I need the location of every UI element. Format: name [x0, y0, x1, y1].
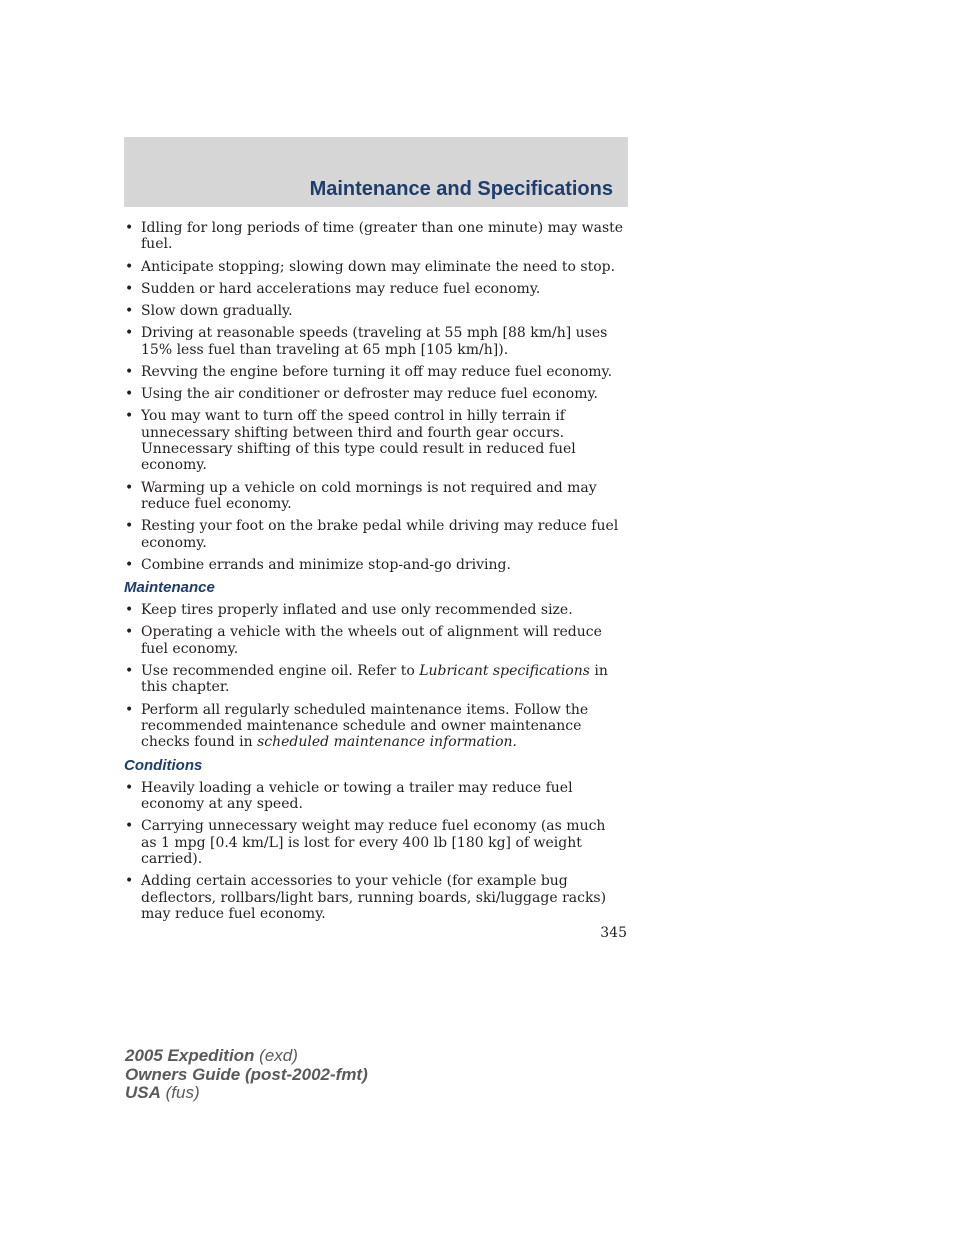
bullet-icon: •: [125, 386, 134, 403]
bullet-icon: •: [125, 662, 134, 679]
list-item: • Perform all regularly scheduled maintenance items. Follow the recommended maintenance schedule and owner maintenance checks found in scheduled maintenance information.: [125, 701, 589, 751]
bullet-icon: •: [125, 624, 134, 641]
document-footer: [125, 1047, 368, 1103]
list-item: • Driving at reasonable speeds (traveling at 55 mph [88 km/h] uses 15% less fuel than traveling at 65 mph [105 km/h]).: [125, 325, 608, 358]
list-item: • Operating a vehicle with the wheels out of alignment will reduce fuel economy.: [125, 624, 602, 657]
list-item: • Using the air conditioner or defroster may reduce fuel economy.: [125, 386, 598, 403]
scheduled-maintenance-reference: scheduled maintenance information.: [257, 734, 517, 751]
list-item: • Revving the engine before turning it off may reduce fuel economy.: [125, 363, 613, 380]
section-title: Maintenance and Specifications: [309, 178, 613, 200]
list-item: • Sudden or hard accelerations may reduce fuel economy.: [125, 280, 541, 297]
page-content: [124, 220, 624, 928]
footer-line-guide: Owners Guide (post-2002-fmt): [125, 1064, 368, 1084]
fuel-tips-list: [124, 220, 624, 573]
list-item: • Heavily loading a vehicle or towing a trailer may reduce fuel economy at any speed.: [125, 779, 573, 812]
list-item: • Idling for long periods of time (greater than one minute) may waste fuel.: [125, 220, 624, 253]
bullet-icon: •: [125, 873, 134, 890]
bullet-icon: •: [125, 479, 134, 496]
list-item: • Anticipate stopping; slowing down may eliminate the need to stop.: [125, 258, 616, 275]
footer-line-model: 2005 Expedition (exd): [125, 1046, 298, 1065]
list-item: • You may want to turn off the speed control in hilly terrain if unnecessary shifting between third and fourth gear occurs. Unnecessary shifting of this type could result in reduced fuel economy.: [125, 408, 576, 474]
page-number: 345: [600, 925, 627, 941]
list-item: • Use recommended engine oil. Refer to Lubricant specifications in this chapter.: [125, 662, 608, 696]
bullet-icon: •: [125, 518, 134, 535]
list-item: • Slow down gradually.: [125, 303, 293, 320]
bullet-icon: •: [125, 363, 134, 380]
maintenance-list: [124, 602, 624, 751]
bullet-icon: •: [125, 280, 134, 297]
bullet-icon: •: [125, 701, 134, 718]
list-item: • Warming up a vehicle on cold mornings is not required and may reduce fuel economy.: [125, 479, 597, 513]
list-item: • Resting your foot on the brake pedal while driving may reduce fuel economy.: [125, 518, 619, 551]
section-header-band: [124, 137, 628, 207]
bullet-icon: •: [125, 303, 134, 320]
bullet-icon: •: [125, 408, 134, 425]
bullet-icon: •: [125, 818, 134, 835]
conditions-heading: Conditions: [124, 756, 203, 774]
bullet-icon: •: [125, 220, 134, 236]
maintenance-heading: Maintenance: [124, 579, 215, 597]
list-item: • Adding certain accessories to your vehicle (for example bug deflectors, rollbars/light bars, running boards, ski/luggage racks) may reduce fuel economy.: [125, 873, 607, 922]
list-item: • Carrying unnecessary weight may reduce fuel economy (as much as 1 mpg [0.4 km/L] is lost for every 400 lb [180 kg] of weight carried).: [125, 818, 606, 867]
list-item: • Combine errands and minimize stop-and-go driving.: [125, 556, 511, 573]
bullet-icon: •: [125, 325, 134, 342]
lubricant-specifications-reference: Lubricant specifications: [419, 662, 590, 679]
list-item: • Keep tires properly inflated and use only recommended size.: [125, 602, 573, 619]
bullet-icon: •: [125, 258, 134, 275]
bullet-icon: •: [125, 779, 134, 796]
footer-line-region: USA (fus): [125, 1083, 200, 1102]
bullet-icon: •: [125, 602, 134, 619]
bullet-icon: •: [125, 556, 134, 573]
conditions-list: [124, 780, 624, 923]
